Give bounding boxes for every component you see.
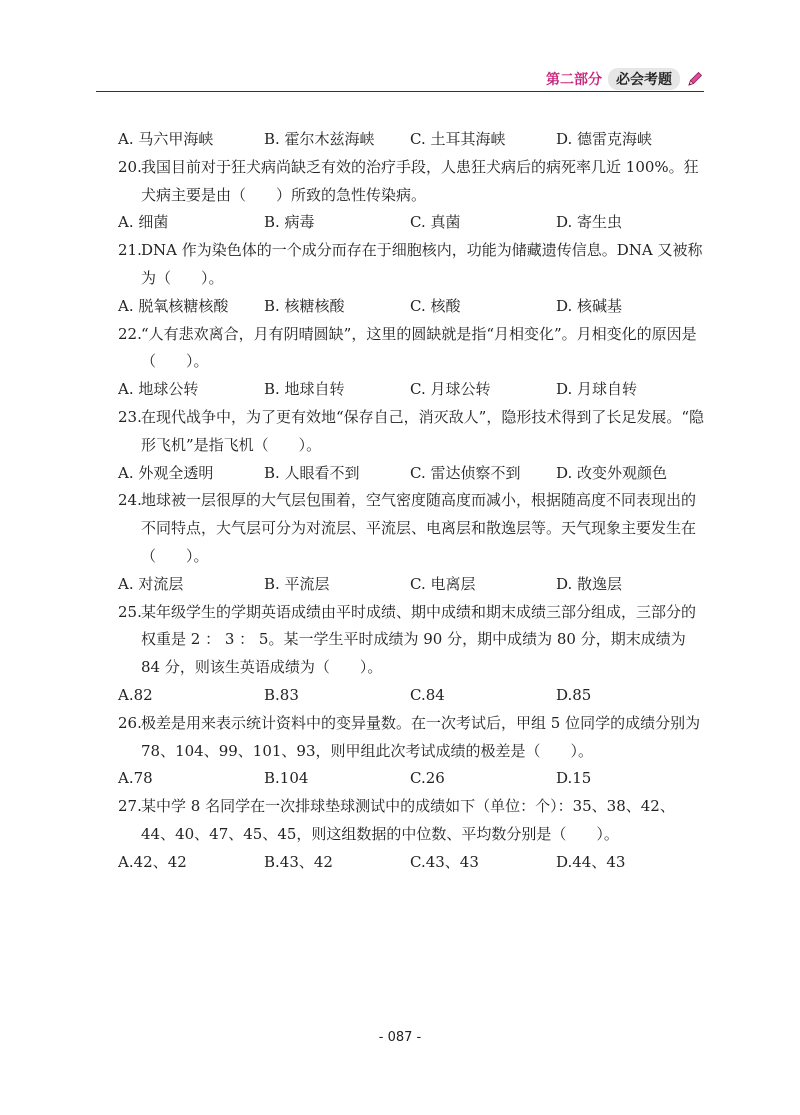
- options-row: [118, 682, 708, 710]
- option: B.104: [264, 769, 309, 788]
- options-row: [118, 209, 708, 237]
- question-stem: “人有悲欢离合，月有阴晴圆缺”，这里的圆缺就是指“月相变化”。月相变化的原因是（ ）。: [141, 324, 697, 371]
- options-row: [118, 849, 708, 877]
- option: C.43、43: [410, 852, 479, 871]
- question-number: 21.: [118, 241, 142, 260]
- header-section-label: [546, 68, 704, 90]
- option: C. 月球公转: [410, 380, 491, 399]
- question-25: [118, 599, 708, 710]
- header-rule: [96, 91, 704, 92]
- question-number: 22.: [118, 324, 142, 343]
- option: D. 散逸层: [556, 574, 623, 593]
- question-24: [118, 487, 708, 598]
- question-stem: 在现代战争中，为了更有效地“保存自己，消灭敌人”，隐形技术得到了长足发展。“隐形飞机”是指飞机（ ）。: [141, 407, 705, 454]
- option: D. 寄生虫: [556, 213, 623, 232]
- option: A. 外观全透明: [118, 463, 214, 482]
- question-23: [118, 404, 708, 487]
- options-row: [118, 571, 708, 599]
- question-number: 20.: [118, 157, 142, 176]
- question-text: [118, 404, 708, 460]
- question-text: [118, 793, 708, 849]
- question-stem: 地球被一层很厚的大气层包围着，空气密度随高度而减小，根据随高度不同表现出的不同特点，大气层可分为对流层、平流层、电离层和散逸层等。天气现象主要发生在（ ）。: [141, 491, 697, 565]
- question-text: [118, 710, 708, 766]
- option: A.82: [118, 685, 153, 704]
- pencil-icon: [686, 70, 704, 88]
- question-text: [118, 154, 708, 210]
- question-stem: DNA 作为染色体的一个成分而存在于细胞核内，功能为储藏遗传信息。DNA 又被称为（ ）。: [141, 241, 703, 287]
- question-number: 27.: [118, 797, 142, 816]
- question-stem: 某年级学生的学期英语成绩由平时成绩、期中成绩和期末成绩三部分组成，三部分的权重是 2 ： 3 ： 5。某一学生平时成绩为 90 分，期中成绩为 80 分，期末成绩为 84 分，则该生英语成绩为（ ）。: [141, 602, 697, 677]
- option: D.44、43: [556, 852, 626, 871]
- option: A. 马六甲海峡: [118, 130, 214, 148]
- options-row: [118, 460, 708, 488]
- page-number: - 087 -: [378, 1030, 422, 1045]
- question-text: [118, 321, 708, 377]
- question-20: [118, 154, 708, 237]
- option: B. 霍尔木兹海峡: [264, 130, 375, 148]
- question-text: [118, 599, 708, 682]
- option: A. 地球公转: [118, 380, 199, 399]
- question-27: [118, 793, 708, 876]
- option: A. 对流层: [118, 574, 184, 593]
- option: D.85: [556, 685, 592, 704]
- option: D. 改变外观颜色: [556, 463, 668, 482]
- question-stem: 我国目前对于狂犬病尚缺乏有效的治疗手段，人患狂犬病后的病死率几近 100%。狂犬病主要是由（ ）所致的急性传染病。: [141, 157, 699, 204]
- option: A.42、42: [118, 852, 187, 871]
- option: D.15: [556, 769, 592, 788]
- option: B. 人眼看不到: [264, 463, 360, 482]
- option: C. 真菌: [410, 213, 461, 232]
- options-row: [118, 765, 708, 793]
- option: C. 雷达侦察不到: [410, 463, 521, 482]
- question-text: [118, 237, 708, 293]
- question-stem: 极差是用来表示统计资料中的变异量数。在一次考试后，甲组 5 位同学的成绩分别为 78、104、99、101、93，则甲组此次考试成绩的极差是（ ）。: [141, 713, 701, 760]
- option: C. 核酸: [410, 296, 461, 315]
- option: B.83: [264, 685, 299, 704]
- option: C. 电离层: [410, 574, 476, 593]
- option: B. 病毒: [264, 213, 315, 232]
- option: A.78: [118, 769, 153, 788]
- section-label: 必会考题: [608, 68, 680, 90]
- option: D. 月球自转: [556, 380, 638, 399]
- option: B. 地球自转: [264, 380, 345, 399]
- question-text: [118, 487, 708, 570]
- question-number: 26.: [118, 713, 142, 732]
- options-row: [118, 293, 708, 321]
- option: A. 脱氧核糖核酸: [118, 296, 229, 315]
- question-number: 23.: [118, 407, 142, 426]
- option: D. 核碱基: [556, 296, 623, 315]
- page-header: [96, 66, 704, 92]
- prev-question-options: [118, 126, 708, 154]
- option: B.43、42: [264, 852, 333, 871]
- question-list: [118, 126, 708, 877]
- option: D. 德雷克海峡: [556, 130, 653, 148]
- question-number: 25.: [118, 602, 142, 621]
- question-number: 24.: [118, 491, 142, 510]
- option: C.84: [410, 685, 445, 704]
- question-26: [118, 710, 708, 793]
- options-row: [118, 376, 708, 404]
- question-stem: 某中学 8 名同学在一次排球垫球测试中的成绩如下（单位：个）：35、38、42、44、40、47、45、45，则这组数据的中位数、平均数分别是（ ）。: [141, 797, 675, 843]
- option: B. 平流层: [264, 574, 330, 593]
- part-label: 第二部分: [546, 72, 602, 88]
- question-22: [118, 321, 708, 404]
- question-21: [118, 237, 708, 320]
- option: C.26: [410, 769, 445, 788]
- option: B. 核糖核酸: [264, 296, 345, 315]
- option: A. 细菌: [118, 213, 169, 232]
- option: C. 土耳其海峡: [410, 130, 506, 148]
